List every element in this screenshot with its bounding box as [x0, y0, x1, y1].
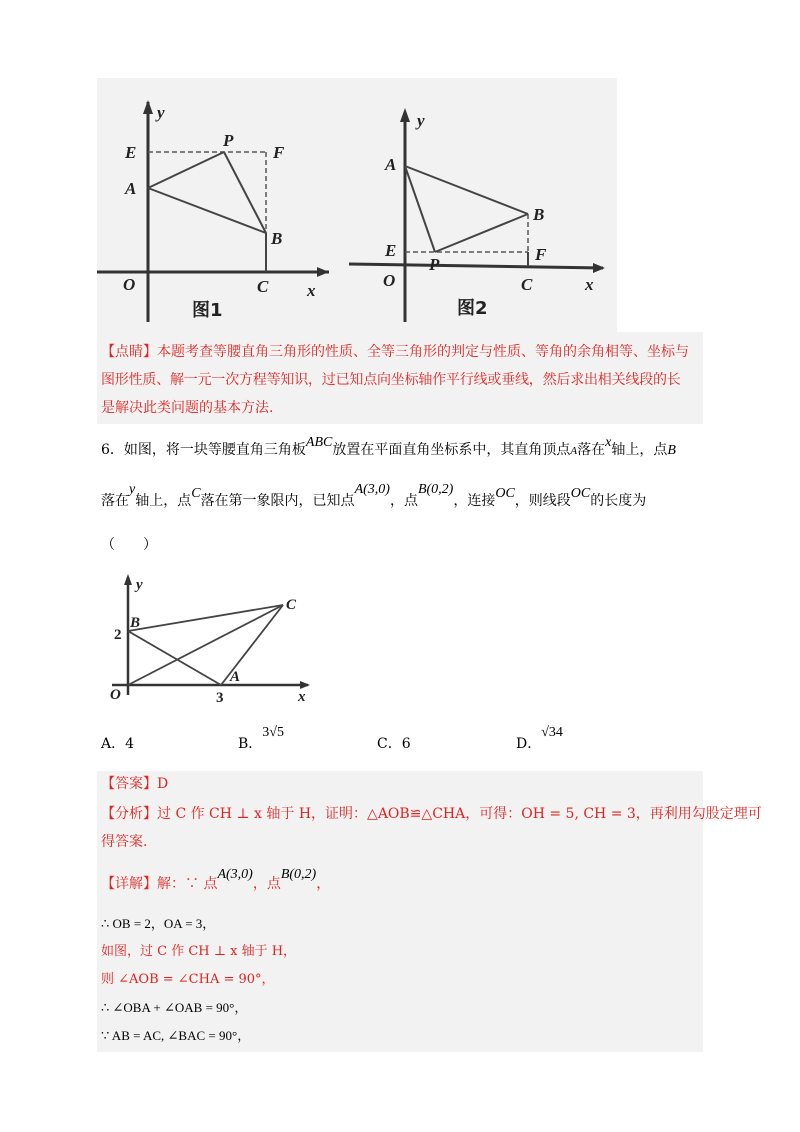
- question-line-1: [101, 436, 711, 465]
- option-d-label: D．: [516, 736, 542, 752]
- question-B-coord: B(0,2): [417, 482, 454, 497]
- question-text: 的长度为: [590, 493, 647, 509]
- fig3-y-arrow: [124, 574, 132, 585]
- question-text: 轴上，点: [611, 442, 668, 458]
- fig1-label-E: E: [125, 143, 137, 162]
- tip-paragraph: [101, 338, 701, 422]
- step-1: ∴ OB = 2，OA = 3，: [101, 916, 216, 931]
- option-b[interactable]: [238, 725, 284, 759]
- fig3-label-C: C: [286, 597, 297, 613]
- fig2-label-B: B: [533, 205, 545, 224]
- option-c[interactable]: [377, 730, 411, 758]
- detail-A-coord: A(3,0): [217, 867, 253, 882]
- question-text: 轴上，点: [135, 493, 192, 509]
- fig1-label-B: B: [271, 229, 283, 248]
- option-c-label: C．: [377, 736, 402, 752]
- fig2-caption: 图2: [457, 298, 488, 319]
- fig2-label-y: y: [417, 111, 425, 130]
- question-text: ，点: [389, 493, 418, 509]
- analysis-line-1: 过 C 作 CH ⊥ x 轴于 H，证明：△AOB≌△CHA，可得：OH = 5, CH = 3，再利用勾股定理可: [157, 806, 762, 822]
- option-d-value: √34: [541, 725, 563, 740]
- fig3-label-x: x: [298, 689, 306, 705]
- fig3-label-3: 3: [216, 690, 224, 705]
- analysis-paragraph: [101, 800, 762, 856]
- question-number: 6．: [101, 442, 124, 458]
- fig1-label-P: P: [223, 131, 234, 150]
- question-B: B: [667, 443, 676, 458]
- fig1-label-O: O: [123, 275, 136, 294]
- fig2-x-arrow: [593, 263, 605, 273]
- option-a-label: A．: [101, 736, 126, 752]
- fig1-y-arrow: [143, 100, 153, 114]
- fig1-label-y: y: [157, 103, 165, 122]
- option-b-label: B．: [238, 736, 263, 752]
- fig2-y-arrow: [400, 108, 410, 122]
- fig2-label-O: O: [383, 271, 396, 290]
- option-c-value: 6: [401, 736, 411, 752]
- fig2-label-P: P: [429, 255, 440, 274]
- question-abc: ABC: [305, 435, 333, 450]
- figure-3: [100, 565, 320, 705]
- fig2-label-A: A: [385, 155, 397, 174]
- answer-tag: 【答案】: [101, 776, 157, 792]
- fig2-label-C: C: [521, 275, 533, 294]
- fig2-line-PB: [435, 214, 528, 252]
- fig2-label-x: x: [585, 275, 594, 294]
- tip-line-3: 是解决此类问题的基本方法.: [101, 400, 274, 416]
- fig3-label-B: B: [130, 615, 141, 631]
- fig2-line-AP: [405, 166, 435, 252]
- analysis-tag: 【分析】: [101, 806, 157, 822]
- detail-intro-text: 解：∵ 点: [157, 876, 218, 892]
- option-a-value: 4: [125, 736, 135, 752]
- fig2-label-E: E: [385, 241, 397, 260]
- fig3-label-O: O: [110, 687, 121, 703]
- tip-line-1: 本题考查等腰直角三角形的性质、全等三角形的判定与性质、等角的余角相等、坐标与: [157, 344, 689, 360]
- figure-2: [345, 90, 615, 325]
- option-d[interactable]: [516, 725, 563, 759]
- step-4: ∴ ∠OBA + ∠OAB = 90°，: [101, 1000, 248, 1015]
- question-text: 落在第一象限内，已知点: [200, 493, 355, 509]
- question-C: C: [191, 486, 201, 501]
- question-parentheses: （ ）: [101, 537, 157, 553]
- figure-1: [97, 90, 347, 325]
- question-OC: OC: [495, 486, 515, 501]
- solution-steps: [101, 910, 296, 1050]
- tip-tag: 【点睛】: [101, 344, 157, 360]
- fig3-label-A: A: [230, 669, 241, 685]
- question-y: y: [129, 482, 136, 497]
- fig2-x-axis: [349, 264, 603, 268]
- fig1-line-PB: [224, 152, 266, 233]
- fig1-line-AB: [148, 188, 266, 233]
- step-2: 如图，过 C 作 CH ⊥ x 轴于 H，: [101, 944, 297, 959]
- fig3-label-y: y: [136, 577, 143, 593]
- step-3: 则 ∠AOB = ∠CHA = 90°，: [101, 972, 275, 987]
- fig1-x-arrow: [317, 267, 329, 277]
- fig1-label-F: F: [273, 143, 285, 162]
- answer-line: [101, 770, 168, 798]
- question-text: 放置在平面直角坐标系中，其直角顶点: [332, 442, 571, 458]
- fig3-label-2: 2: [114, 627, 122, 643]
- detail-B-coord: B(0,2): [280, 867, 317, 882]
- question-A-coord: A(3,0): [354, 482, 390, 497]
- detail-tag: 【详解】: [101, 876, 157, 892]
- fig3-x-arrow: [300, 681, 310, 689]
- analysis-line-2: 得答案.: [101, 834, 148, 850]
- answer-value: D: [157, 776, 169, 792]
- question-text: ，连接: [453, 493, 496, 509]
- question-A: A: [570, 445, 578, 457]
- tip-line-2: 图形性质、解一元一次方程等知识，过已知点向坐标轴作平行线或垂线，然后求出相关线段的长: [101, 372, 681, 388]
- question-OC: OC: [570, 486, 591, 501]
- question-text: 落在: [101, 493, 129, 509]
- question-line-2: [101, 482, 711, 516]
- detail-intro: [101, 867, 331, 899]
- step-5: ∵ AB = AC, ∠BAC = 90°，: [101, 1028, 251, 1043]
- fig1-label-A: A: [125, 179, 137, 198]
- fig1-line-AP: [148, 152, 224, 188]
- fig2-line-AB: [405, 166, 528, 214]
- fig1-label-C: C: [257, 277, 269, 296]
- question-x: x: [605, 435, 612, 450]
- fig2-label-F: F: [535, 245, 547, 264]
- detail-mid: ，点: [252, 876, 281, 892]
- question-text: 落在: [577, 442, 606, 458]
- fig1-label-x: x: [307, 281, 316, 300]
- detail-end: ，: [316, 876, 331, 892]
- question-text: 如图，将一块等腰直角三角板: [123, 442, 306, 458]
- option-b-value: 3√5: [262, 725, 284, 740]
- option-a[interactable]: [101, 730, 134, 758]
- fig1-caption: 图1: [192, 300, 223, 321]
- question-text: ，则线段: [514, 493, 571, 509]
